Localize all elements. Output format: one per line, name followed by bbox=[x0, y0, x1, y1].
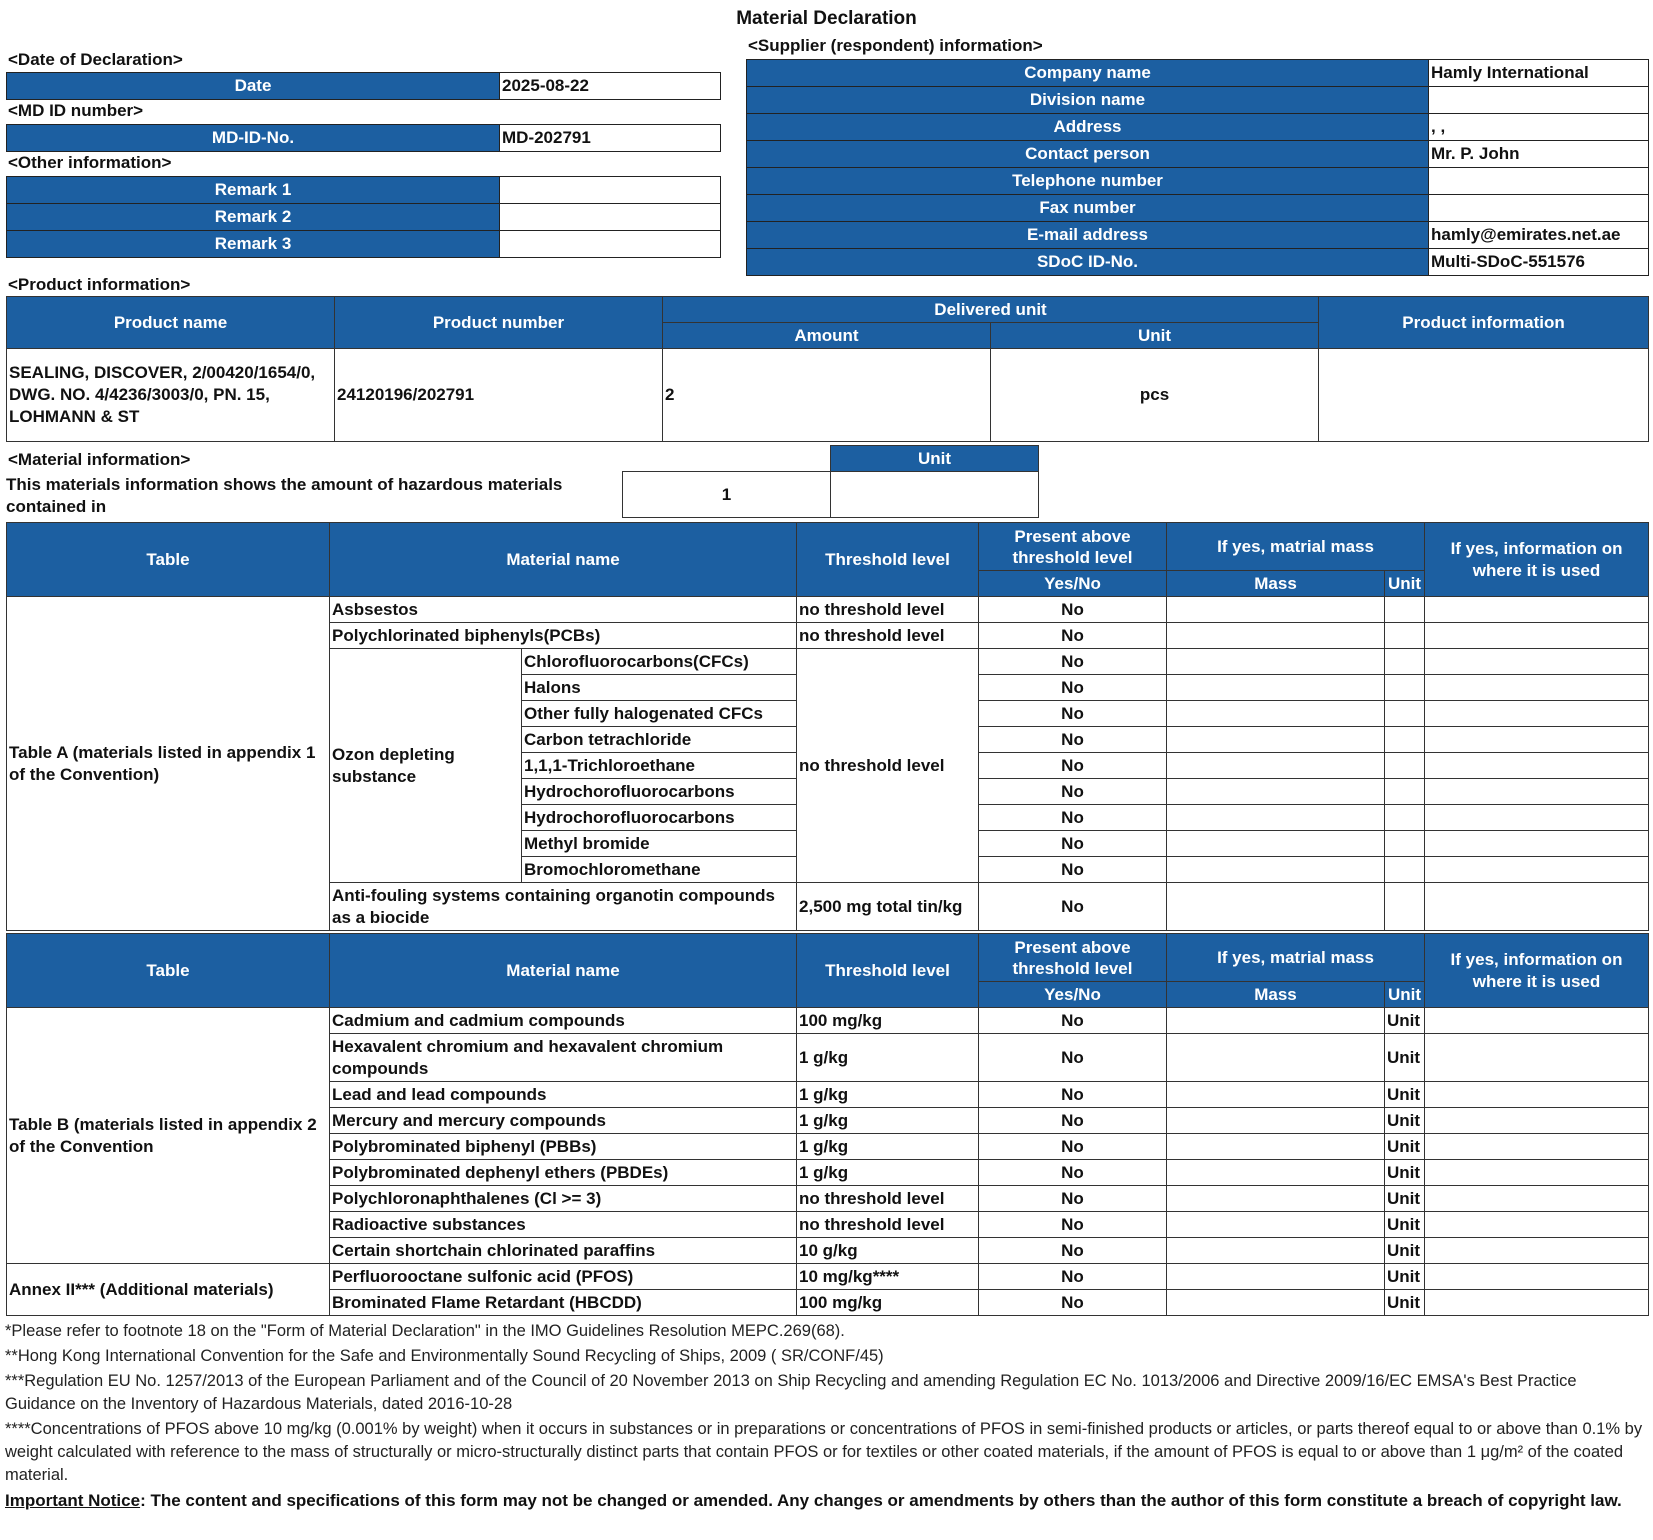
supplier-label: SDoC ID-No. bbox=[747, 249, 1429, 276]
mass-value[interactable] bbox=[1167, 779, 1385, 805]
where-used-header: If yes, information on where it is used bbox=[1425, 523, 1649, 597]
md-id-value[interactable]: MD-202791 bbox=[500, 125, 721, 152]
material-name: 1,1,1-Trichloroethane bbox=[522, 753, 797, 779]
present-value[interactable]: No bbox=[979, 1160, 1167, 1186]
supplier-label: E-mail address bbox=[747, 222, 1429, 249]
date-section-heading: <Date of Declaration> bbox=[8, 50, 183, 69]
mass-value[interactable] bbox=[1167, 1008, 1385, 1034]
product-number-value: 24120196/202791 bbox=[335, 349, 663, 442]
threshold-level: no threshold level bbox=[797, 649, 979, 883]
table-header: Table bbox=[7, 934, 330, 1008]
material-name: Asbsestos bbox=[330, 597, 797, 623]
threshold-level: no threshold level bbox=[797, 597, 979, 623]
where-used-value[interactable] bbox=[1425, 1290, 1649, 1316]
present-value[interactable]: No bbox=[979, 1264, 1167, 1290]
fax-value[interactable] bbox=[1429, 195, 1649, 222]
remark-3-value[interactable] bbox=[500, 231, 721, 258]
remark-3-label: Remark 3 bbox=[7, 231, 500, 258]
threshold-level: no threshold level bbox=[797, 1186, 979, 1212]
present-value[interactable]: No bbox=[979, 831, 1167, 857]
material-unit-value[interactable] bbox=[831, 472, 1039, 518]
remark-1-label: Remark 1 bbox=[7, 177, 500, 204]
where-used-value[interactable] bbox=[1425, 1082, 1649, 1108]
mass-value[interactable] bbox=[1167, 1134, 1385, 1160]
where-used-value[interactable] bbox=[1425, 779, 1649, 805]
threshold-level: no threshold level bbox=[797, 623, 979, 649]
mass-unit-value[interactable] bbox=[1385, 753, 1425, 779]
contact-person-value[interactable]: Mr. P. John bbox=[1429, 141, 1649, 168]
threshold-level: 1 g/kg bbox=[797, 1034, 979, 1082]
present-value[interactable]: No bbox=[979, 753, 1167, 779]
mass-unit-value[interactable]: Unit bbox=[1385, 1264, 1425, 1290]
material-name: Methyl bromide bbox=[522, 831, 797, 857]
present-value[interactable]: No bbox=[979, 1134, 1167, 1160]
notice-label: Important Notice bbox=[5, 1491, 141, 1510]
mass-unit-value[interactable] bbox=[1385, 883, 1425, 931]
product-table bbox=[6, 296, 1649, 442]
mass-unit-value[interactable] bbox=[1385, 805, 1425, 831]
mass-unit-value[interactable] bbox=[1385, 649, 1425, 675]
threshold-level: 1 g/kg bbox=[797, 1160, 979, 1186]
footnote-1: *Please refer to footnote 18 on the "Form of Material Declaration" in the IMO Guidelines Resolution MEPC.269(68). bbox=[5, 1322, 845, 1340]
address-value[interactable]: , , bbox=[1429, 114, 1649, 141]
present-value[interactable]: No bbox=[979, 779, 1167, 805]
threshold-level: 2,500 mg total tin/kg bbox=[797, 883, 979, 931]
table-row bbox=[7, 1264, 1649, 1290]
present-value[interactable]: No bbox=[979, 883, 1167, 931]
product-name-value: SEALING, DISCOVER, 2/00420/1654/0, DWG. NO. 4/4236/3003/0, PN. 15, LOHMANN & ST bbox=[7, 349, 335, 442]
threshold-level: 1 g/kg bbox=[797, 1082, 979, 1108]
present-value[interactable]: No bbox=[979, 805, 1167, 831]
mass-value[interactable] bbox=[1167, 1082, 1385, 1108]
remark-row bbox=[7, 177, 721, 204]
mass-unit-value[interactable] bbox=[1385, 701, 1425, 727]
mass-value[interactable] bbox=[1167, 649, 1385, 675]
present-value[interactable]: No bbox=[979, 1238, 1167, 1264]
remark-row bbox=[7, 204, 721, 231]
mass-unit-value[interactable] bbox=[1385, 623, 1425, 649]
annex-label: Annex II*** (Additional materials) bbox=[7, 1264, 330, 1316]
supplier-label: Division name bbox=[747, 87, 1429, 114]
present-value[interactable]: No bbox=[979, 623, 1167, 649]
product-section-heading: <Product information> bbox=[8, 275, 191, 294]
supplier-label: Company name bbox=[747, 60, 1429, 87]
where-used-value[interactable] bbox=[1425, 649, 1649, 675]
md-table bbox=[6, 124, 721, 152]
material-name: Hydrochorofluorocarbons bbox=[522, 805, 797, 831]
mass-value[interactable] bbox=[1167, 727, 1385, 753]
mass-value[interactable] bbox=[1167, 1290, 1385, 1316]
mass-value[interactable] bbox=[1167, 753, 1385, 779]
supplier-label: Fax number bbox=[747, 195, 1429, 222]
page-title: Material Declaration bbox=[736, 8, 917, 29]
material-name: Mercury and mercury compounds bbox=[330, 1108, 797, 1134]
mass-unit-value[interactable] bbox=[1385, 779, 1425, 805]
table-a bbox=[6, 522, 1649, 931]
supplier-label: Telephone number bbox=[747, 168, 1429, 195]
threshold-header: Threshold level bbox=[797, 523, 979, 597]
present-value[interactable]: No bbox=[979, 1290, 1167, 1316]
remark-1-value[interactable] bbox=[500, 177, 721, 204]
material-name: Polybrominated biphenyl (PBBs) bbox=[330, 1134, 797, 1160]
mass-value[interactable] bbox=[1167, 1160, 1385, 1186]
where-used-value[interactable] bbox=[1425, 597, 1649, 623]
delivered-unit-header: Delivered unit bbox=[663, 297, 1319, 323]
product-name-header: Product name bbox=[7, 297, 335, 349]
present-value[interactable]: No bbox=[979, 701, 1167, 727]
email-value[interactable]: hamly@emirates.net.ae bbox=[1429, 222, 1649, 249]
mass-value[interactable] bbox=[1167, 1238, 1385, 1264]
present-value[interactable]: No bbox=[979, 1186, 1167, 1212]
where-used-value[interactable] bbox=[1425, 1212, 1649, 1238]
mass-header: Mass bbox=[1167, 982, 1385, 1008]
mass-unit-value[interactable]: Unit bbox=[1385, 1034, 1425, 1082]
mass-unit-value[interactable] bbox=[1385, 831, 1425, 857]
yes-no-header: Yes/No bbox=[979, 982, 1167, 1008]
material-name-header: Material name bbox=[330, 523, 797, 597]
mass-value[interactable] bbox=[1167, 1264, 1385, 1290]
threshold-level: 1 g/kg bbox=[797, 1134, 979, 1160]
table-b bbox=[6, 933, 1649, 1316]
telephone-value[interactable] bbox=[1429, 168, 1649, 195]
mass-group-header: If yes, matrial mass bbox=[1167, 523, 1425, 571]
where-used-value[interactable] bbox=[1425, 701, 1649, 727]
threshold-level: 10 mg/kg**** bbox=[797, 1264, 979, 1290]
amount-value: 2 bbox=[663, 349, 991, 442]
product-info-value bbox=[1319, 349, 1649, 442]
md-id-label: MD-ID-No. bbox=[7, 125, 500, 152]
present-header: Present above threshold level bbox=[979, 523, 1167, 571]
threshold-level: 100 mg/kg bbox=[797, 1008, 979, 1034]
material-name: Brominated Flame Retardant (HBCDD) bbox=[330, 1290, 797, 1316]
unit-header: Unit bbox=[991, 323, 1319, 349]
present-value[interactable]: No bbox=[979, 1034, 1167, 1082]
supplier-table bbox=[746, 59, 1649, 276]
table-header: Table bbox=[7, 523, 330, 597]
mass-unit-value[interactable] bbox=[1385, 675, 1425, 701]
mass-value[interactable] bbox=[1167, 701, 1385, 727]
mass-header: Mass bbox=[1167, 571, 1385, 597]
material-name: Hydrochorofluorocarbons bbox=[522, 779, 797, 805]
threshold-level: 1 g/kg bbox=[797, 1108, 979, 1134]
where-used-value[interactable] bbox=[1425, 623, 1649, 649]
mass-value[interactable] bbox=[1167, 675, 1385, 701]
mass-value[interactable] bbox=[1167, 1108, 1385, 1134]
mass-unit-value[interactable]: Unit bbox=[1385, 1008, 1425, 1034]
table-row bbox=[7, 597, 1649, 623]
material-info-text: This materials information shows the amount of hazardous materials contained in bbox=[6, 475, 563, 516]
footnote-2: **Hong Kong International Convention for the Safe and Environmentally Sound Recycling of Ships, 2009 ( SR/CONF/45) bbox=[5, 1347, 884, 1365]
where-used-value[interactable] bbox=[1425, 727, 1649, 753]
product-info-header: Product information bbox=[1319, 297, 1649, 349]
mass-unit-value[interactable] bbox=[1385, 597, 1425, 623]
product-number-header: Product number bbox=[335, 297, 663, 349]
present-value[interactable]: No bbox=[979, 1212, 1167, 1238]
remark-2-label: Remark 2 bbox=[7, 204, 500, 231]
mass-value[interactable] bbox=[1167, 805, 1385, 831]
date-label: Date bbox=[7, 73, 500, 100]
notice-text: : The content and specifications of this form may not be changed or amended. Any changes or amendments by others than the author of this form constitute a breach of copyright law. bbox=[140, 1491, 1622, 1510]
amount-header: Amount bbox=[663, 323, 991, 349]
present-value[interactable]: No bbox=[979, 597, 1167, 623]
material-name: Chlorofluorocarbons(CFCs) bbox=[522, 649, 797, 675]
present-value[interactable]: No bbox=[979, 727, 1167, 753]
material-name: Other fully halogenated CFCs bbox=[522, 701, 797, 727]
where-used-value[interactable] bbox=[1425, 675, 1649, 701]
date-table bbox=[6, 72, 721, 100]
present-value[interactable]: No bbox=[979, 1008, 1167, 1034]
supplier-label: Contact person bbox=[747, 141, 1429, 168]
mass-value[interactable] bbox=[1167, 623, 1385, 649]
where-used-value[interactable] bbox=[1425, 831, 1649, 857]
ozone-group-label: Ozon depleting substance bbox=[330, 649, 522, 883]
material-name: Carbon tetrachloride bbox=[522, 727, 797, 753]
mass-unit-value[interactable]: Unit bbox=[1385, 1082, 1425, 1108]
footnote-4: ****Concentrations of PFOS above 10 mg/kg (0.001% by weight) when it occurs in substances or in preparations or concentrations of PFOS in semi-finished products or articles, or parts thereof equal to or above than 0.1% by weight calculated with reference to the mass of structurally or micro-structurally distinct parts that contain PFOS or for textiles or other coated materials, if the amount of PFOS is equal to or above than 1 μg/m² of the coated material. bbox=[5, 1420, 1643, 1484]
mass-unit-value[interactable]: Unit bbox=[1385, 1108, 1425, 1134]
where-used-value[interactable] bbox=[1425, 1238, 1649, 1264]
mass-unit-value[interactable]: Unit bbox=[1385, 1238, 1425, 1264]
footnote-3: ***Regulation EU No. 1257/2013 of the European Parliament and of the Council of 20 November 2013 on Ship Recycling and amending Regulation EC No. 1013/2006 and Directive 2009/16/EC EMSA's Best Practice Guidance on the Inventory of Hazardous Materials, dated 2016-10-28 bbox=[5, 1372, 1577, 1413]
date-value[interactable]: 2025-08-22 bbox=[500, 73, 721, 100]
where-used-value[interactable] bbox=[1425, 753, 1649, 779]
material-name: Polybrominated dephenyl ethers (PBDEs) bbox=[330, 1160, 797, 1186]
material-name: Lead and lead compounds bbox=[330, 1082, 797, 1108]
company-name-value[interactable]: Hamly International bbox=[1429, 60, 1649, 87]
remark-2-value[interactable] bbox=[500, 204, 721, 231]
threshold-level: 10 g/kg bbox=[797, 1238, 979, 1264]
mass-value[interactable] bbox=[1167, 831, 1385, 857]
threshold-header: Threshold level bbox=[797, 934, 979, 1008]
material-name: Cadmium and cadmium compounds bbox=[330, 1008, 797, 1034]
where-used-value[interactable] bbox=[1425, 1264, 1649, 1290]
mass-value[interactable] bbox=[1167, 1186, 1385, 1212]
division-name-value[interactable] bbox=[1429, 87, 1649, 114]
present-value[interactable]: No bbox=[979, 649, 1167, 675]
material-name: Anti-fouling systems containing organotin compounds as a biocide bbox=[330, 883, 797, 931]
mass-unit-value[interactable]: Unit bbox=[1385, 1134, 1425, 1160]
mass-unit-header: Unit bbox=[1385, 982, 1425, 1008]
material-name: Bromochloromethane bbox=[522, 857, 797, 883]
where-used-value[interactable] bbox=[1425, 1160, 1649, 1186]
table-row bbox=[7, 1008, 1649, 1034]
material-name: Perfluorooctane sulfonic acid (PFOS) bbox=[330, 1264, 797, 1290]
supplier-label: Address bbox=[747, 114, 1429, 141]
where-used-value[interactable] bbox=[1425, 883, 1649, 931]
remarks-table bbox=[6, 176, 721, 258]
blank-cell bbox=[623, 446, 831, 472]
where-used-value[interactable] bbox=[1425, 805, 1649, 831]
material-name: Halons bbox=[522, 675, 797, 701]
present-value[interactable]: No bbox=[979, 857, 1167, 883]
material-name-header: Material name bbox=[330, 934, 797, 1008]
threshold-level: no threshold level bbox=[797, 1212, 979, 1238]
important-notice bbox=[5, 1490, 1650, 1512]
mass-value[interactable] bbox=[1167, 883, 1385, 931]
other-section-heading: <Other information> bbox=[8, 153, 172, 172]
material-name: Polychloronaphthalenes (Cl >= 3) bbox=[330, 1186, 797, 1212]
mass-unit-value[interactable] bbox=[1385, 727, 1425, 753]
where-used-header: If yes, information on where it is used bbox=[1425, 934, 1649, 1008]
where-used-value[interactable] bbox=[1425, 1008, 1649, 1034]
material-name: Polychlorinated biphenyls(PCBs) bbox=[330, 623, 797, 649]
present-value[interactable]: No bbox=[979, 675, 1167, 701]
material-unit-table bbox=[622, 445, 1039, 518]
mass-unit-value[interactable]: Unit bbox=[1385, 1290, 1425, 1316]
table-a-label: Table A (materials listed in appendix 1 of the Convention) bbox=[7, 597, 330, 931]
where-used-value[interactable] bbox=[1425, 1134, 1649, 1160]
product-row bbox=[7, 349, 1649, 442]
supplier-section-heading: <Supplier (respondent) information> bbox=[748, 36, 1043, 55]
mass-group-header: If yes, matrial mass bbox=[1167, 934, 1425, 982]
where-used-value[interactable] bbox=[1425, 1034, 1649, 1082]
material-name: Radioactive substances bbox=[330, 1212, 797, 1238]
mass-value[interactable] bbox=[1167, 597, 1385, 623]
yes-no-header: Yes/No bbox=[979, 571, 1167, 597]
mass-value[interactable] bbox=[1167, 1212, 1385, 1238]
mass-unit-value[interactable]: Unit bbox=[1385, 1212, 1425, 1238]
mass-unit-value[interactable]: Unit bbox=[1385, 1186, 1425, 1212]
where-used-value[interactable] bbox=[1425, 1108, 1649, 1134]
unit-value: pcs bbox=[991, 349, 1319, 442]
mass-unit-value[interactable]: Unit bbox=[1385, 1160, 1425, 1186]
where-used-value[interactable] bbox=[1425, 1186, 1649, 1212]
threshold-level: 100 mg/kg bbox=[797, 1290, 979, 1316]
material-amount-value[interactable]: 1 bbox=[623, 472, 831, 518]
sdoc-id-value[interactable]: Multi-SDoC-551576 bbox=[1429, 249, 1649, 276]
mass-value[interactable] bbox=[1167, 857, 1385, 883]
present-value[interactable]: No bbox=[979, 1082, 1167, 1108]
mass-value[interactable] bbox=[1167, 1034, 1385, 1082]
mass-unit-value[interactable] bbox=[1385, 857, 1425, 883]
present-header: Present above threshold level bbox=[979, 934, 1167, 982]
md-section-heading: <MD ID number> bbox=[8, 101, 144, 120]
material-name: Hexavalent chromium and hexavalent chromium compounds bbox=[330, 1034, 797, 1082]
where-used-value[interactable] bbox=[1425, 857, 1649, 883]
material-unit-header: Unit bbox=[831, 446, 1039, 472]
remark-row bbox=[7, 231, 721, 258]
table-b-label: Table B (materials listed in appendix 2 of the Convention bbox=[7, 1008, 330, 1264]
material-name: Certain shortchain chlorinated paraffins bbox=[330, 1238, 797, 1264]
material-section-heading: <Material information> bbox=[8, 450, 191, 469]
mass-unit-header: Unit bbox=[1385, 571, 1425, 597]
present-value[interactable]: No bbox=[979, 1108, 1167, 1134]
